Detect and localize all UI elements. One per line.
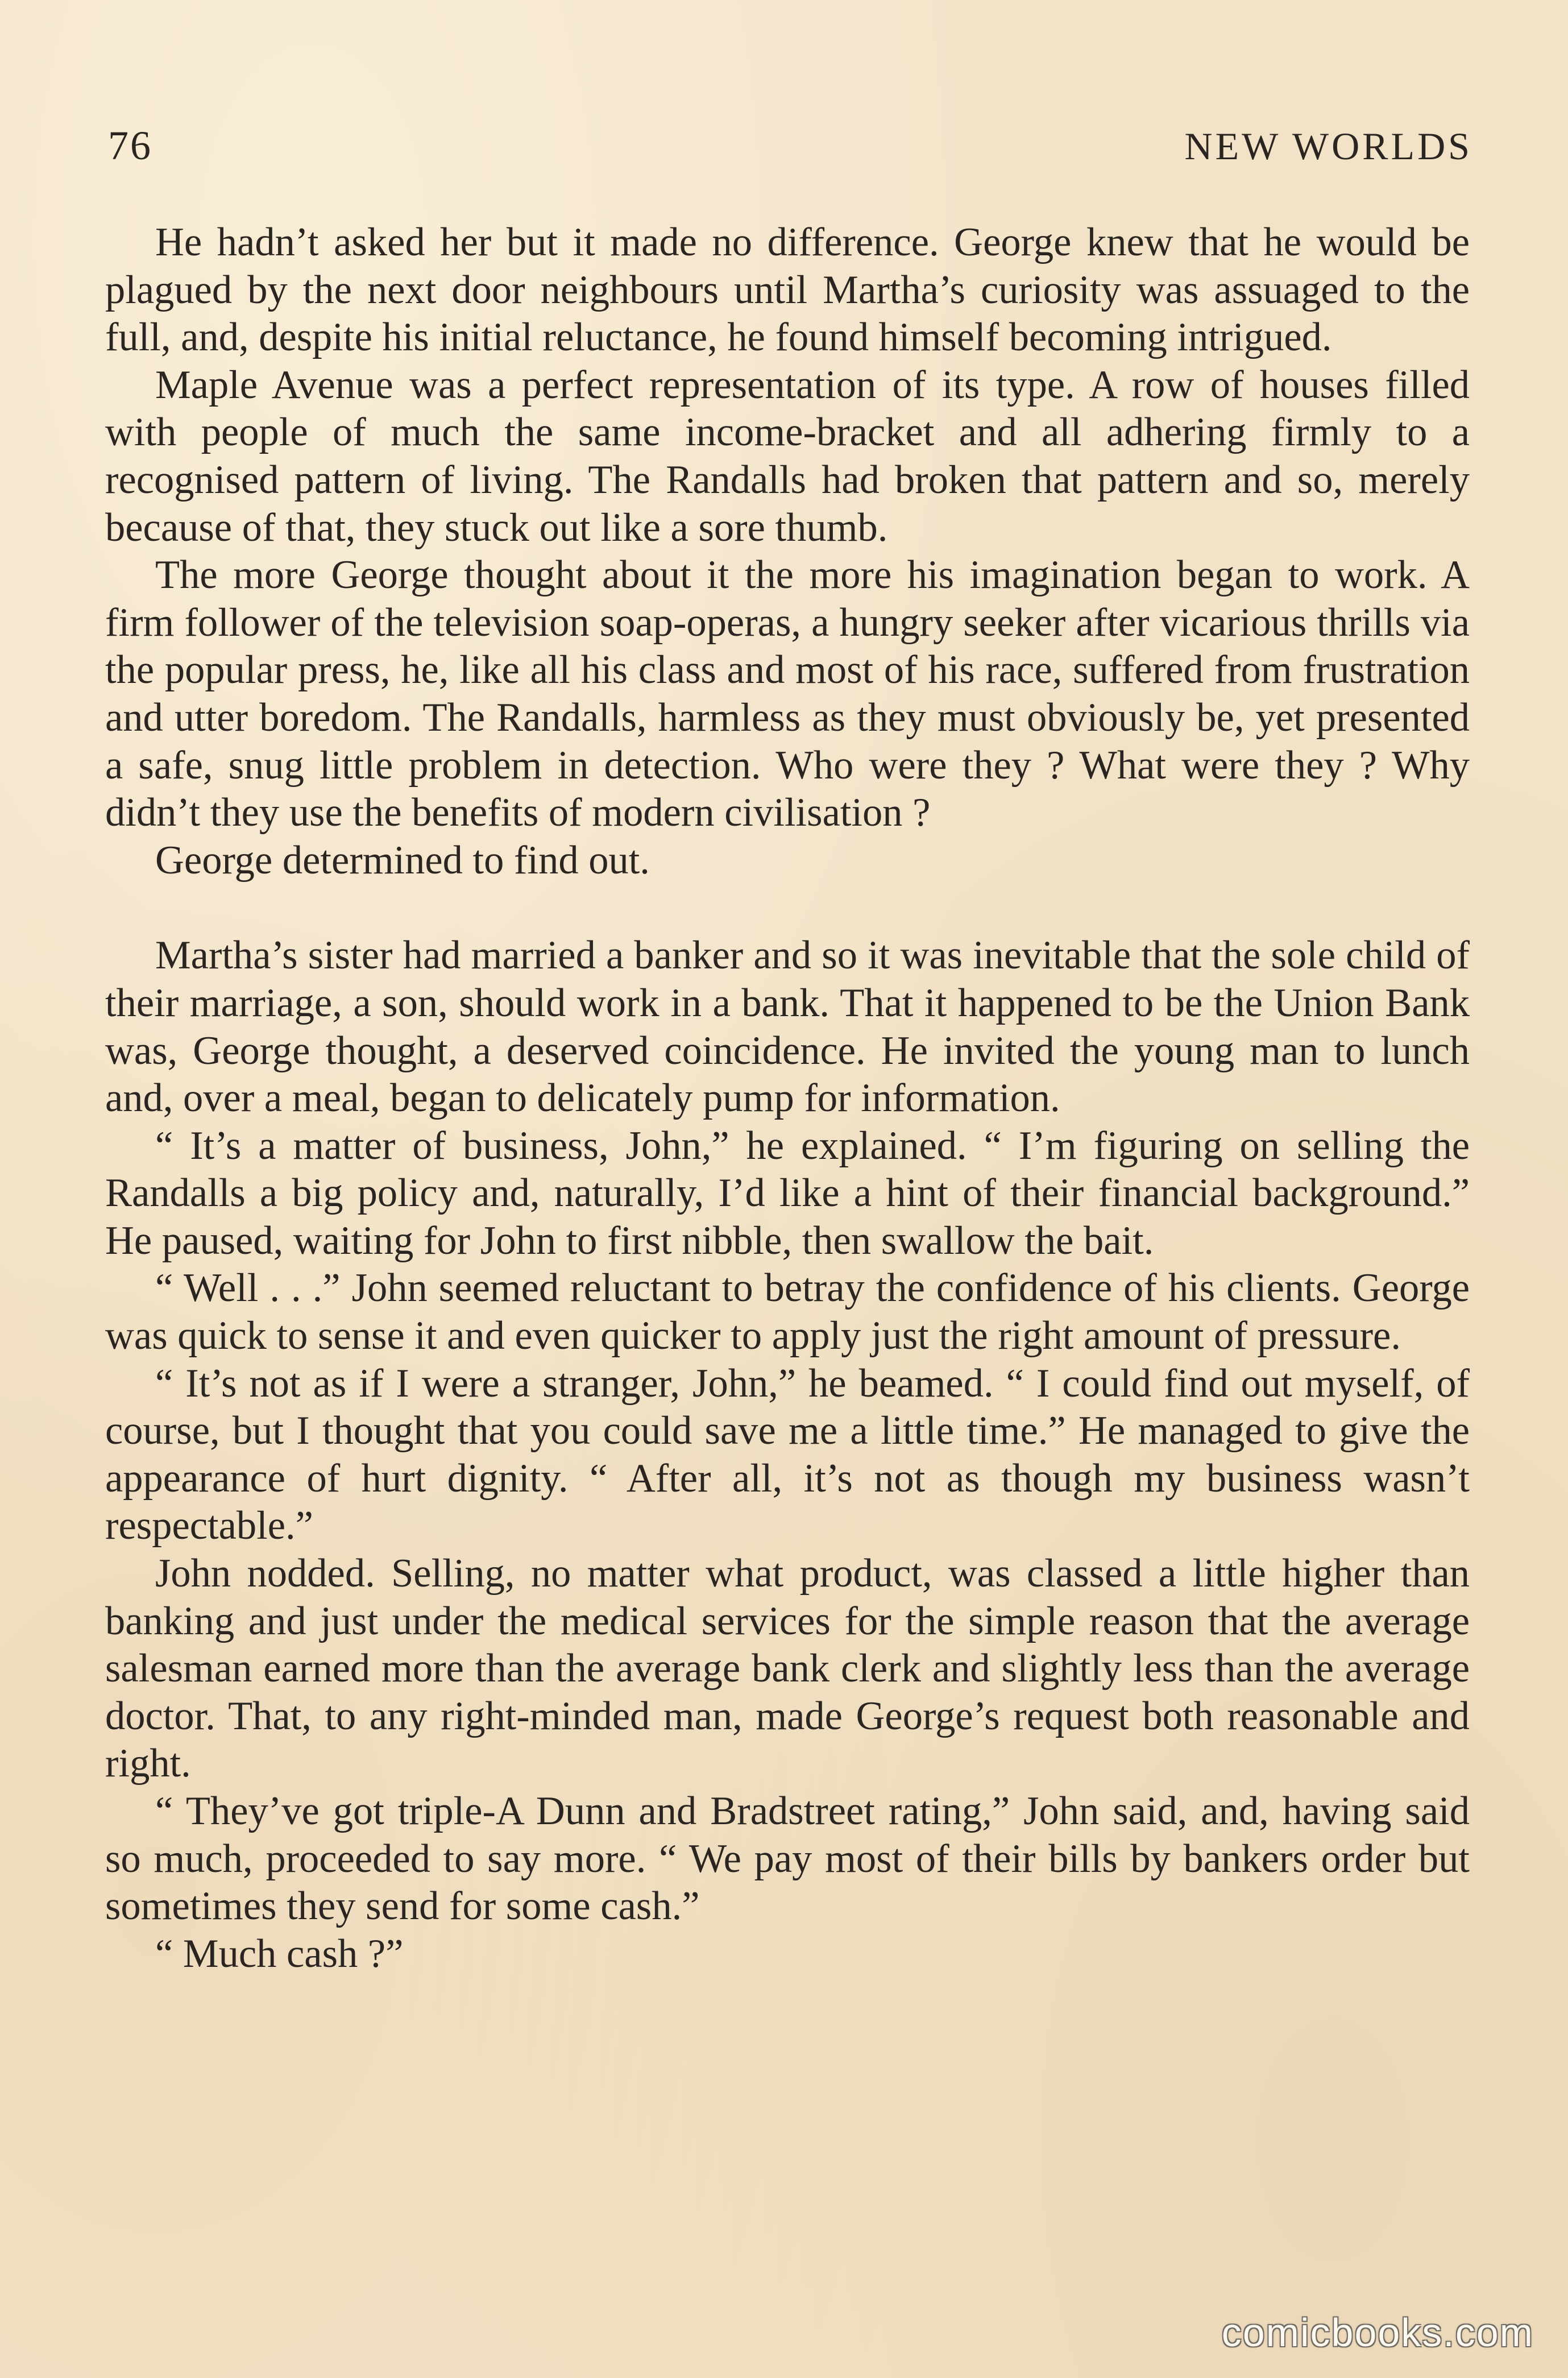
watermark: comicbooks.com <box>1221 2310 1534 2355</box>
paragraph: John nodded. Selling, no matter what product, was classed a little higher than banking and just under the medical services for the simple reason that the average salesman earned more than the average bank clerk and slightly less than the average doctor. That, to any right-minded man, made George’s request both reasonable and right. <box>105 1551 1470 1786</box>
page-number: 76 <box>108 123 152 168</box>
paragraph: The more George thought about it the more his imagination began to work. A firm follower of the television soap-operas, a hungry seeker after vicarious thrills via the popular press, he, like all his class and most of his race, suffered from frustration and utter boredom. The Randalls, harmless as they must obviously be, yet presented a safe, snug little problem in detection. Who were they ? What were they ? Why didn’t they use the benefits of modern civilisation ? <box>105 553 1470 835</box>
paragraph: George determined to find out. <box>155 838 650 883</box>
running-title: NEW WORLDS <box>1184 125 1472 168</box>
paragraph: “ They’ve got triple-A Dunn and Bradstreet rating,” John said, and, having said so much, proceeded to say more. “ We pay most of their bills by bankers order but sometimes they send for some cash.” <box>105 1789 1470 1929</box>
paragraph: “ Much cash ?” <box>155 1931 404 1976</box>
body-text <box>105 219 1470 1978</box>
running-head <box>108 122 1472 185</box>
paragraph: “ It’s not as if I were a stranger, John,” he beamed. “ I could find out myself, of course, but I thought that you could save me a little time.” He managed to give the appearance of hurt dignity. “ After all, it’s not as though my business wasn’t respectable.” <box>105 1361 1470 1548</box>
paragraph: He hadn’t asked her but it made no difference. George knew that he would be plagued by the next door neighbours until Martha’s curiosity was assuaged to the full, and, despite his initial reluctance, he found himself becoming intrigued. <box>105 220 1470 360</box>
paragraph: Martha’s sister had married a banker and so it was inevitable that the sole child of their marriage, a son, should work in a bank. That it happened to be the Union Bank was, George thought, a deserved coincidence. He invited the young man to lunch and, over a meal, began to delicately pump for information. <box>105 933 1470 1121</box>
paragraph: “ Well . . .” John seemed reluctant to betray the confidence of his clients. George was quick to sense it and even quicker to apply just the right amount of pressure. <box>105 1266 1470 1358</box>
paragraph: Maple Avenue was a perfect representation of its type. A row of houses filled with people of much the same income-bracket and all adhering firmly to a recognised pattern of living. The Randalls had broken that pattern and so, merely because of that, they stuck out like a sore thumb. <box>105 362 1470 550</box>
paragraph: “ It’s a matter of business, John,” he explained. “ I’m figuring on selling the Randalls a big policy and, naturally, I’d like a hint of their financial background.” He paused, waiting for John to first nibble, then swallow the bait. <box>105 1123 1470 1263</box>
